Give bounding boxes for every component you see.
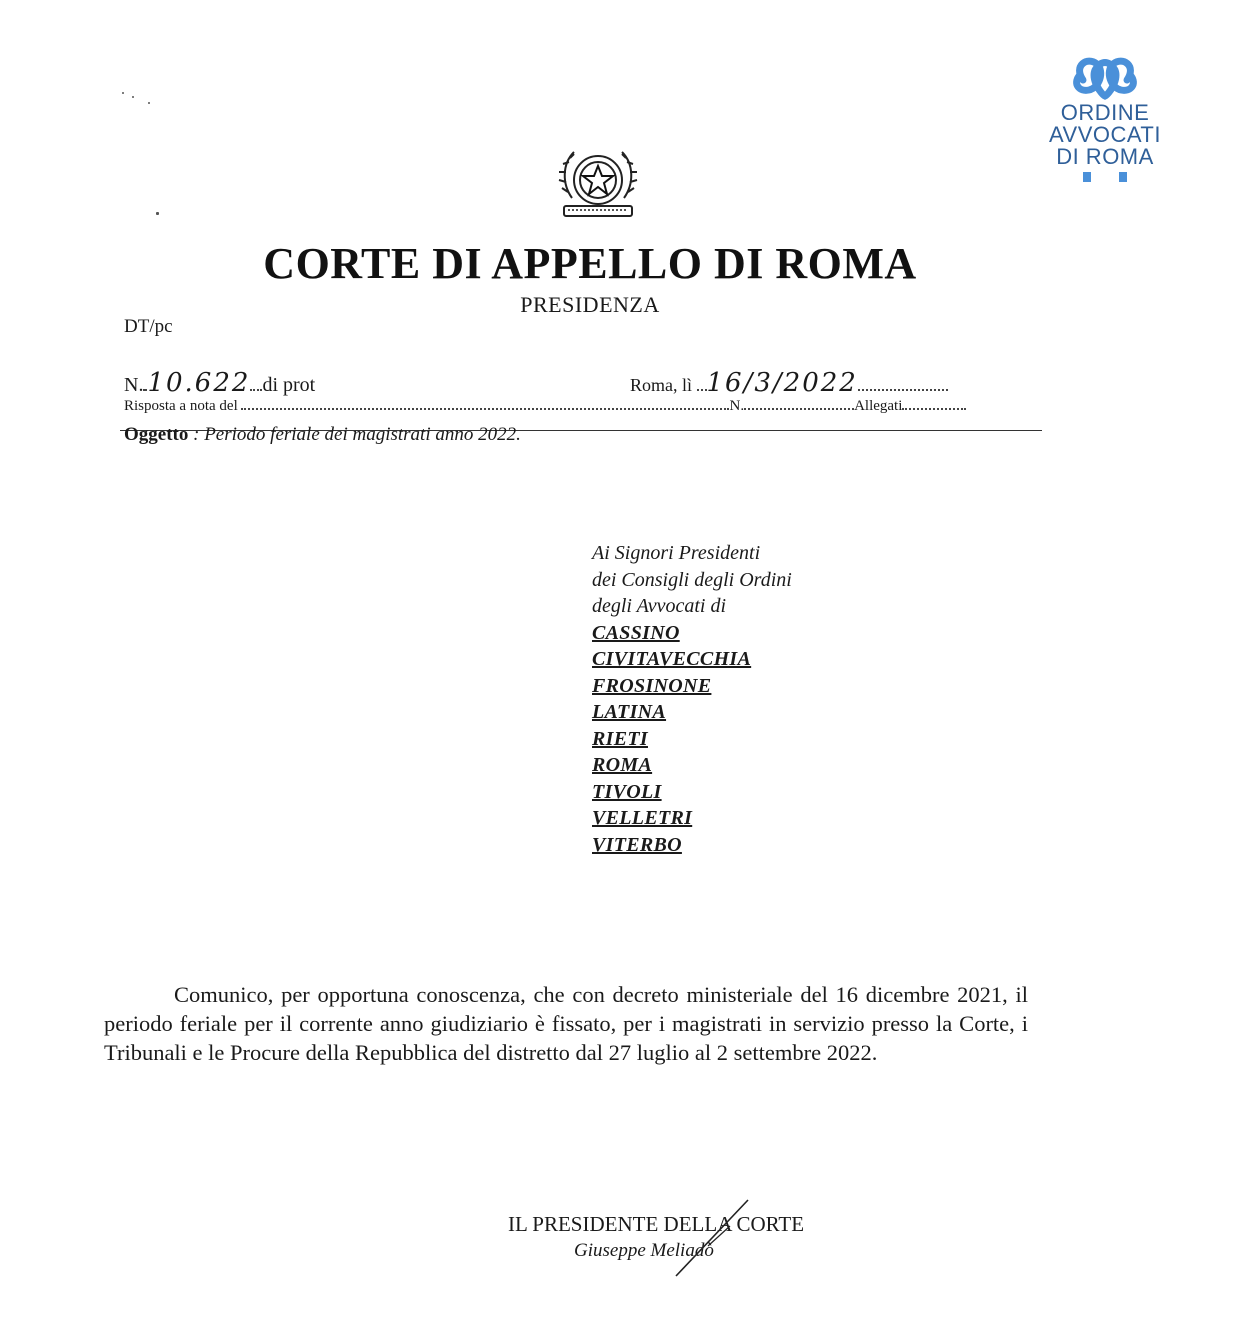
recipients-intro-line: degli Avvocati di <box>592 595 727 617</box>
recipient-city: LATINA <box>592 701 667 723</box>
risposta-label: Risposta a nota del <box>124 398 238 414</box>
recipient-city: RIETI <box>592 727 648 750</box>
subject-line <box>124 424 521 446</box>
presidenza-subtitle: PRESIDENZA <box>520 292 660 317</box>
scan-speck <box>122 92 124 94</box>
body-paragraph: Comunico, per opportuna conoscenza, che con decreto ministeriale del 16 dicembre 2021, il periodo feriale per il corrente anno giudiziario è fissato, per i magistrati in servizio presso la Corte, i Tribunali e le Procure della Repubblica del distretto dal 27 luglio al 2 settembre 2022. <box>104 982 1028 1065</box>
recipients-intro-line: dei Consigli degli Ordini <box>592 568 792 591</box>
recipient-city: FROSINONE <box>592 674 712 697</box>
date-line <box>630 368 1030 398</box>
ordine-knot-icon <box>1069 52 1141 102</box>
letter-date: 16/3/2022 <box>706 368 858 398</box>
signatory-title: IL PRESIDENTE DELLA CORTE <box>508 1212 805 1236</box>
risposta-line <box>124 398 1024 415</box>
protocol-suffix: di prot <box>262 374 316 396</box>
court-title: CORTE DI APPELLO DI ROMA <box>263 239 917 288</box>
italian-republic-emblem <box>552 140 644 224</box>
recipients-intro-line: Ai Signori Presidenti <box>592 542 761 564</box>
subject-text: : Periodo feriale dei magistrati anno 2022. <box>193 424 521 445</box>
logo-line-1: ORDINE <box>1060 100 1150 125</box>
risposta-n-label: N. <box>729 398 745 414</box>
recipient-city: CASSINO <box>592 621 680 644</box>
recipient-city: VITERBO <box>592 833 682 856</box>
letter-body <box>104 980 1028 1067</box>
signatory-name: Giuseppe Meliadò <box>574 1240 714 1261</box>
protocol-number: 10.622 <box>147 368 251 398</box>
subject-label: Oggetto <box>124 424 189 445</box>
allegati-label: Allegati <box>854 398 903 414</box>
protocol-n-label: N. <box>124 374 144 396</box>
recipient-city: ROMA <box>592 754 653 776</box>
protocol-number-line <box>124 368 315 398</box>
recipient-city: CIVITAVECCHIA <box>592 648 752 670</box>
logo-bars <box>1040 172 1170 182</box>
place-label: Roma, lì <box>630 375 692 395</box>
recipient-city: VELLETRI <box>592 807 693 829</box>
logo-line-3: DI ROMA <box>1056 144 1154 169</box>
recipient-city: TIVOLI <box>592 780 662 803</box>
scan-speck <box>132 96 134 98</box>
ordine-avvocati-logo <box>1040 52 1170 192</box>
scan-speck <box>156 212 159 215</box>
recipients-block <box>592 540 792 858</box>
scan-speck <box>148 102 150 104</box>
signature-stroke <box>668 1196 758 1286</box>
logo-line-2: AVVOCATI <box>1049 122 1161 147</box>
reference-initials: DT/pc <box>124 316 173 337</box>
